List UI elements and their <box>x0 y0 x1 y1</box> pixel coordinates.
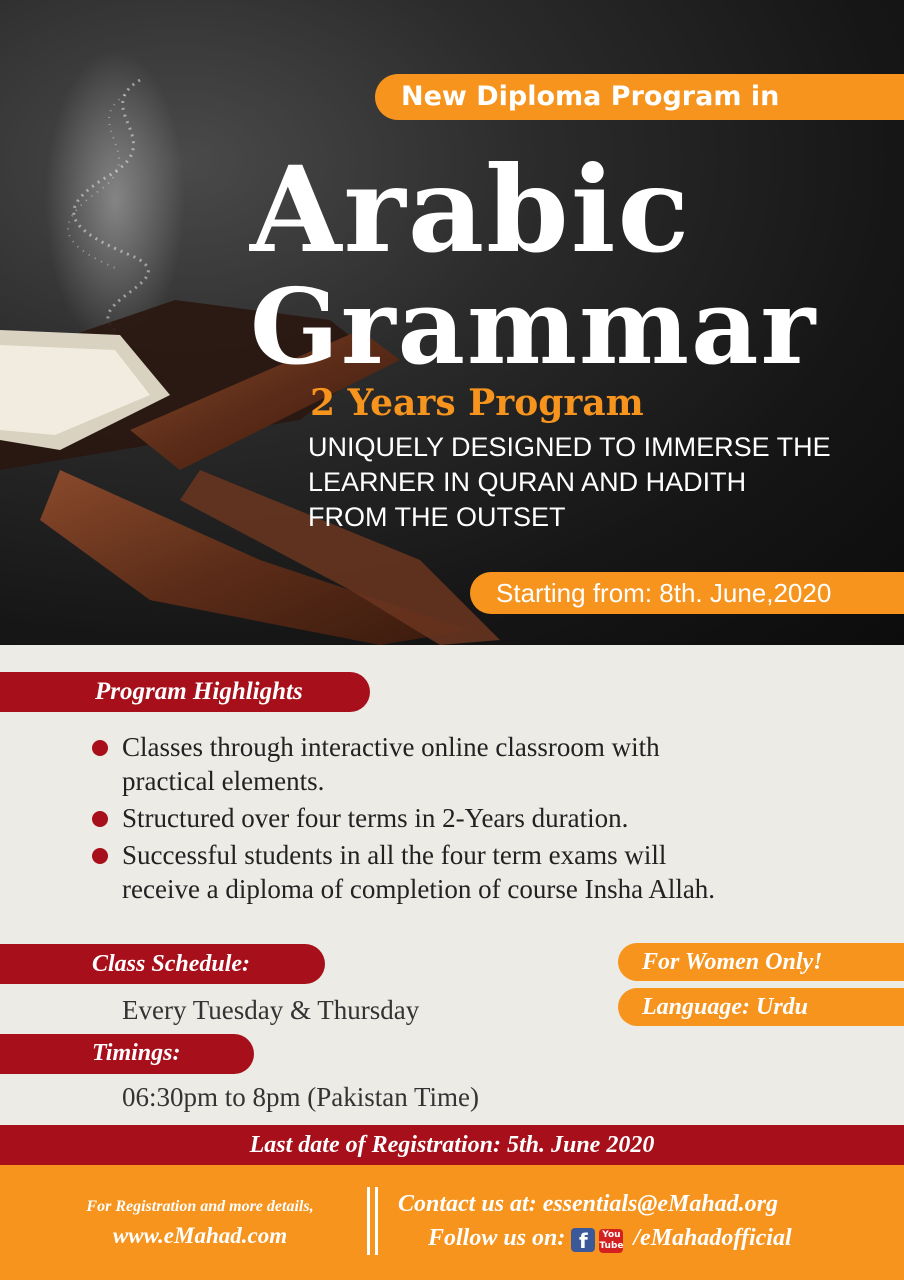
program-duration: 2 Years Program <box>310 382 644 424</box>
highlights-heading: Program Highlights <box>0 672 370 712</box>
description-line: UNIQUELY DESIGNED TO IMMERSE THE <box>308 432 831 462</box>
bullet-icon <box>92 740 108 756</box>
website-link[interactable]: www.eMahad.com <box>112 1223 288 1248</box>
social-handle[interactable]: /eMahadofficial <box>633 1225 792 1251</box>
language-badge: Language: Urdu <box>618 988 904 1026</box>
registration-text: For Registration and more details, <box>86 1198 314 1215</box>
timings-value: 06:30pm to 8pm (Pakistan Time) <box>122 1082 480 1112</box>
divider <box>375 1187 378 1255</box>
title-arabic: Arabic <box>250 140 692 279</box>
schedule-value: Every Tuesday & Thursday <box>122 995 420 1025</box>
schedule-heading: Class Schedule: <box>0 944 325 984</box>
footer <box>0 1165 904 1280</box>
registration-deadline: Last date of Registration: 5th. June 2020 <box>0 1125 904 1165</box>
follow-row <box>428 1225 792 1253</box>
list-item <box>92 838 882 906</box>
description-line: FROM THE OUTSET <box>308 502 566 532</box>
timings-heading: Timings: <box>0 1034 254 1074</box>
follow-label: Follow us on: <box>428 1225 566 1251</box>
start-date-banner: Starting from: 8th. June,2020 <box>470 572 904 614</box>
list-item-text: Successful students in all the four term exams will <box>122 840 667 870</box>
list-item-text: Classes through interactive online classroom with <box>122 732 660 762</box>
bullet-icon <box>92 811 108 827</box>
women-only-badge: For Women Only! <box>618 943 904 981</box>
facebook-icon[interactable]: f <box>571 1228 595 1252</box>
divider <box>367 1187 370 1255</box>
program-type-banner: New Diploma Program in <box>375 74 904 120</box>
list-item <box>92 801 882 835</box>
list-item <box>92 730 882 798</box>
youtube-icon[interactable] <box>599 1229 623 1253</box>
bullet-icon <box>92 848 108 864</box>
list-item-text: receive a diploma of completion of course Insha Allah. <box>122 874 716 904</box>
list-item-text: Structured over four terms in 2-Years duration. <box>122 803 629 833</box>
program-description <box>308 430 831 535</box>
contact-email[interactable]: Contact us at: essentials@eMahad.org <box>398 1191 779 1217</box>
description-line: LEARNER IN QURAN AND HADITH <box>308 467 747 497</box>
youtube-icon-text: You <box>602 1230 621 1240</box>
list-item-text: practical elements. <box>122 766 325 796</box>
highlights-list <box>92 730 882 909</box>
title-grammar: Grammar <box>250 265 818 388</box>
youtube-icon-text: Tube <box>599 1241 624 1251</box>
